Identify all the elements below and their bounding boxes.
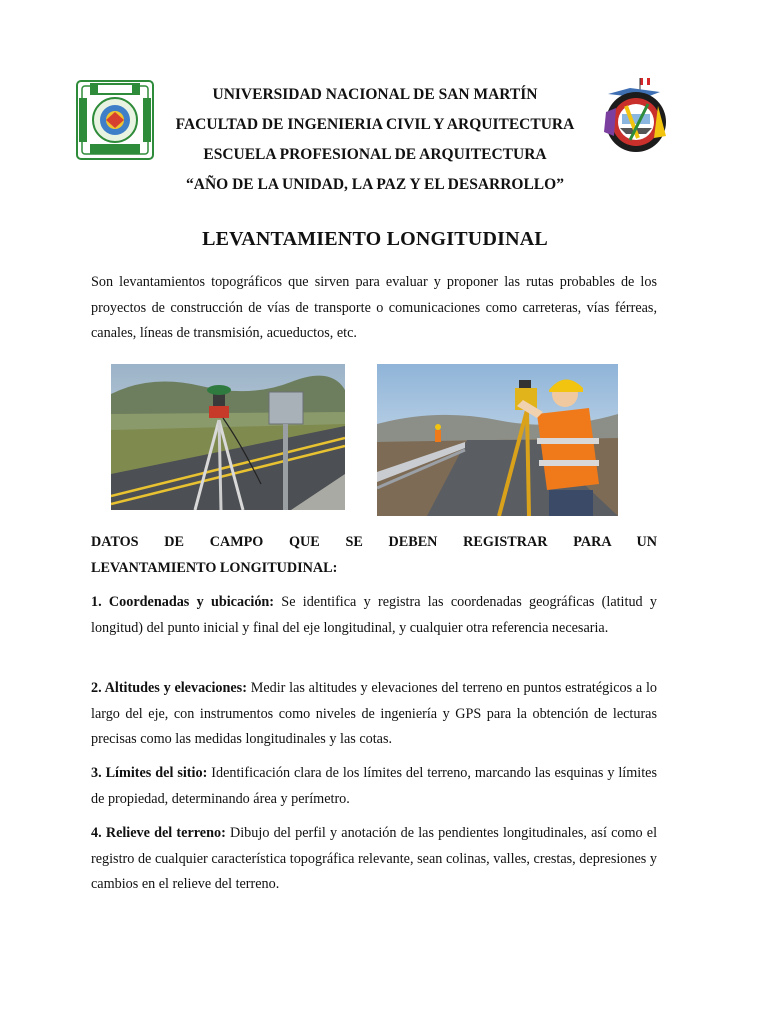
field-data-item xyxy=(91,761,657,812)
year-motto: “AÑO DE LA UNIDAD, LA PAZ Y EL DESARROLLO” xyxy=(186,176,564,193)
section-heading-line1: DATOS DE CAMPO QUE SE DEBEN REGISTRAR PARA UN xyxy=(91,534,657,550)
item-text: Dibujo del perfil y anotación de las pendientes longitudinales, así como el registro de cualquier característica topográfica relevante, sean colinas, valles, crestas, depresiones y cambios en el relieve del terreno. xyxy=(91,825,658,892)
faculty-emblem-icon xyxy=(600,76,672,158)
item-text: Identificación clara de los límites del terreno, marcando las esquinas y límites de propiedad, determinando área y perímetro. xyxy=(91,765,657,807)
item-label: 1. Coordenadas y ubicación: xyxy=(91,594,275,610)
document-title: LEVANTAMIENTO LONGITUDINAL xyxy=(202,228,548,250)
field-data-item xyxy=(91,590,657,641)
faculty-name: FACULTAD DE INGENIERIA CIVIL Y ARQUITECTURA xyxy=(175,116,575,133)
university-seal-icon xyxy=(76,80,154,160)
section-heading-line2: LEVANTAMIENTO LONGITUDINAL: xyxy=(91,559,338,576)
field-data-item xyxy=(91,676,657,753)
document-header xyxy=(0,76,768,196)
item-text: Medir las altitudes y elevaciones del terreno en puntos estratégicos a lo largo del eje, con instrumentos como niveles de ingeniería y GPS para la obtención de lecturas precisas como las medidas longitudinales y las cotas. xyxy=(91,680,657,747)
item-label: 3. Límites del sitio: xyxy=(91,765,208,781)
field-data-item xyxy=(91,821,657,898)
header-text-block xyxy=(150,80,600,200)
gps-tripod-road-photo xyxy=(111,364,345,510)
intro-paragraph: Son levantamientos topográficos que sirven para evaluar y proponer las rutas probables de los proyectos de construcción de vías de transporte o comunicaciones como carreteras, vías férreas, canales, líneas de transmisión, acueductos, etc. xyxy=(91,274,657,341)
item-label: 2. Altitudes y elevaciones: xyxy=(91,680,247,696)
school-name: ESCUELA PROFESIONAL DE ARQUITECTURA xyxy=(203,146,547,163)
item-text: Se identifica y registra las coordenadas geográficas (latitud y longitud) del punto inicial y final del eje longitudinal, y cualquier otra referencia necesaria. xyxy=(91,594,657,636)
surveyor-total-station-photo xyxy=(377,364,618,516)
section-heading xyxy=(91,530,657,581)
university-name: UNIVERSIDAD NACIONAL DE SAN MARTÍN xyxy=(212,86,538,103)
item-label: 4. Relieve del terreno: xyxy=(91,825,226,841)
